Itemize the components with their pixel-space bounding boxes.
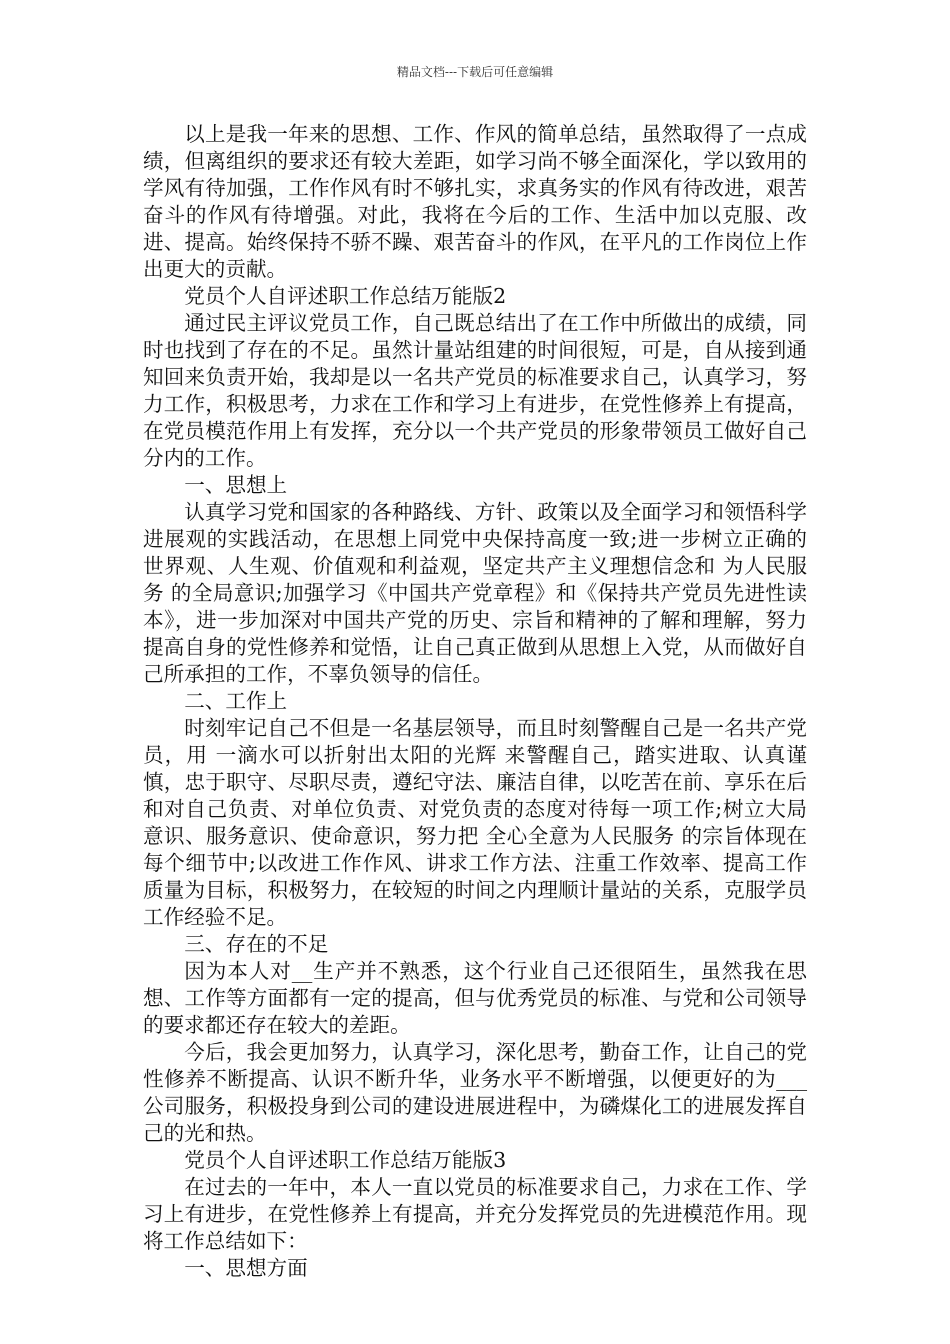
heading-work: 二、工作上 xyxy=(184,689,288,713)
heading-thought-aspect: 一、思想方面 xyxy=(184,1256,308,1280)
paragraph-shortcomings: 因为本人对__生产并不熟悉，这个行业自己还很陌生，虽然我在思想、工作等方面都有一定的提高，但与优秀党员的标准、与党和公司领导的要求都还存在较大的差距。 xyxy=(143,959,807,1037)
paragraph-intro-3: 在过去的一年中，本人一直以党员的标准要求自己，力求在工作、学习上有进步，在党性修养上有提高，并充分发挥党员的先进模范作用。现将工作总结如下： xyxy=(143,1175,807,1253)
section-title-version-3: 党员个人自评述职工作总结万能版3 xyxy=(184,1148,507,1172)
paragraph-summary: 以上是我一年来的思想、工作、作风的简单总结，虽然取得了一点成绩，但离组织的要求还有较大差距，如学习尚不够全面深化，学以致用的学风有待加强，工作作风有时不够扎实，求真务实的作风有待改进，艰苦奋斗的作风有待增强。对此，我将在今后的工作、生活中加以克服、改进、提高。始终保持不骄不躁、艰苦奋斗的作风，在平凡的工作岗位上作出更大的贡献。 xyxy=(143,122,807,281)
heading-shortcomings: 三、存在的不足 xyxy=(184,932,329,956)
paragraph-thought: 认真学习党和国家的各种路线、方针、政策以及全面学习和领悟科学进展观的实践活动，在思想上同党中央保持高度一致;进一步树立正确的世界观、人生观、价值观和利益观，坚定共产主义理想信念和 为人民服务 的全局意识;加强学习《中国共产党章程》和《保持共产党员先进性读本》，进一步加深对中国共产党的历史、宗旨和精神的了解和理解，努力提高自身的党性修养和觉悟，让自己真正做到从思想上入党，从而做好自己所承担的工作，不辜负领导的信任。 xyxy=(143,500,807,686)
paragraph-work: 时刻牢记自己不但是一名基层领导，而且时刻警醒自己是一名共产党员，用 一滴水可以折射出太阳的光辉 来警醒自己，踏实进取、认真谨慎，忠于职守、尽职尽责，遵纪守法、廉洁自律，以吃苦在前、享乐在后和对自己负责、对单位负责、对党负责的态度对待每一项工作;树立大局意识、服务意识、使命意识，努力把 全心全意为人民服务 的宗旨体现在每个细节中;以改进工作作风、讲求工作方法、注重工作效率、提高工作质量为目标，积极努力，在较短的时间之内理顺计量站的关系，克服学员工作经验不足。 xyxy=(143,716,807,929)
paragraph-future: 今后，我会更加努力，认真学习，深化思考，勤奋工作，让自己的党性修养不断提高、认识不断升华，业务水平不断增强，以便更好的为___公司服务，积极投身到公司的建设进展进程中，为磷煤化工的进展发挥自己的光和热。 xyxy=(143,1040,807,1145)
page-header: 精品文档---下载后可任意编辑 xyxy=(396,65,554,79)
paragraph-intro-2: 通过民主评议党员工作，自己既总结出了在工作中所做出的成绩，同时也找到了存在的不足。虽然计量站组建的时间很短，可是，自从接到通知回来负责开始，我却是以一名共产党员的标准要求自己，认真学习，努力工作，积极思考，力求在工作和学习上有进步，在党性修养上有提高，在党员模范作用上有发挥，充分以一个共产党员的形象带领员工做好自己分内的工作。 xyxy=(143,311,807,470)
heading-thought: 一、思想上 xyxy=(184,473,288,497)
section-title-version-2: 党员个人自评述职工作总结万能版2 xyxy=(184,284,507,308)
document-body xyxy=(143,121,807,1282)
